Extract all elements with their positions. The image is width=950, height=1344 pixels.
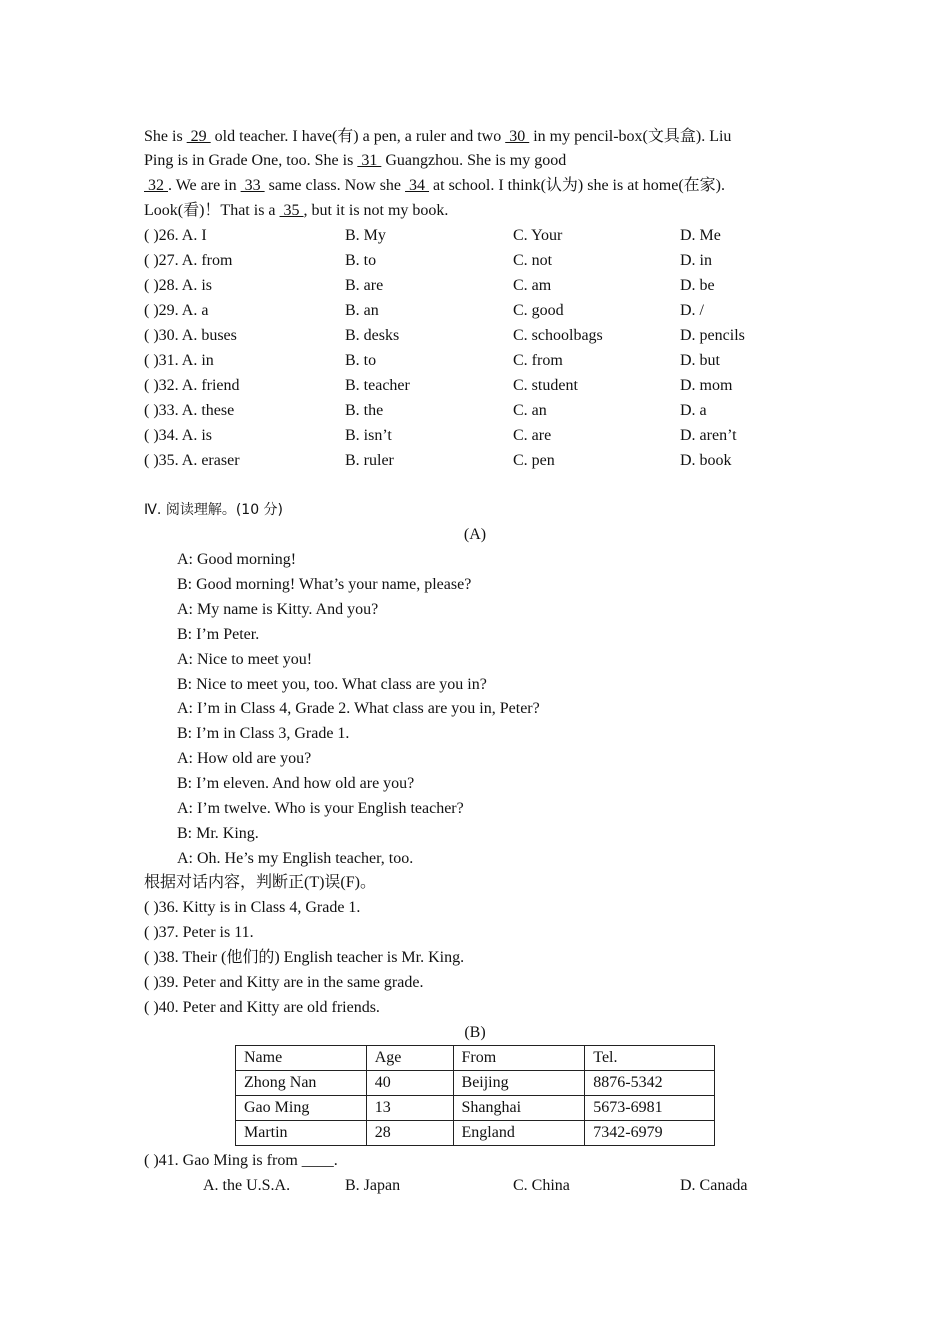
option-c: C. am [513,277,552,294]
text-fragment: . We are in [168,177,241,194]
option-d: D. aren’t [680,427,737,444]
text-fragment: Look(看)！That is a [144,202,280,219]
option-c: C. good [513,302,564,319]
option-d: D. in [680,252,712,269]
dialogue-line: B: Mr. King. [177,825,259,842]
table-row [236,1096,715,1121]
option-b: B. ruler [345,452,394,469]
option-c: C. student [513,377,578,394]
text-fragment: , but it is not my book. [303,202,449,219]
dialogue-line: B: I’m eleven. And how old are you? [177,775,415,792]
cloze-line-1 [144,125,808,149]
blank-30: 30 [505,128,530,145]
option-d: D. be [680,277,715,294]
question-41-stem: ( )41. Gao Ming is from ____. [144,1152,338,1169]
option-d: D. book [680,452,732,469]
text-fragment: same class. Now she [264,177,406,194]
question-stem: ( )29. A. a [144,302,209,319]
question-stem: ( )27. A. from [144,252,233,269]
option-d: D. mom [680,377,733,394]
option-b: B. isn’t [345,427,392,444]
text-fragment: Ping is in Grade One, too. She is [144,152,358,169]
option-c: C. from [513,352,563,369]
table-header-row [236,1046,715,1071]
table-cell: England [453,1121,585,1146]
option-b: B. the [345,402,384,419]
option-d: D. but [680,352,720,369]
question-stem: ( )30. A. buses [144,327,237,344]
option-d: D. a [680,402,707,419]
option-c: C. not [513,252,553,269]
table-cell: 8876-5342 [585,1071,715,1096]
blank-33: 33 [240,177,265,194]
table-cell: 40 [366,1071,453,1096]
option-c: C. China [513,1177,570,1194]
option-b: B. to [345,352,377,369]
question-stem: ( )33. A. these [144,402,235,419]
table-row [236,1071,715,1096]
text-fragment: at school. I think(认为) she is at home(在家). [429,177,725,194]
blank-32: 32 [144,177,168,194]
question-stem: ( )26. A. I [144,227,207,244]
tf-question: ( )37. Peter is 11. [144,924,254,941]
blank-29: 29 [186,128,211,145]
table-cell: 7342-6979 [585,1121,715,1146]
blank-34: 34 [405,177,430,194]
cloze-line-4 [144,199,448,223]
dialogue-line: A: I’m twelve. Who is your English teacher? [177,800,464,817]
question-stem: ( )31. A. in [144,352,214,369]
table-cell: Beijing [453,1071,585,1096]
tf-question: ( )40. Peter and Kitty are old friends. [144,999,380,1016]
text-fragment: Guangzhou. She is my good [381,152,567,169]
table-header-cell: Age [366,1046,453,1071]
dialogue-line: A: My name is Kitty. And you? [177,601,379,618]
option-b: B. Japan [345,1177,401,1194]
section-title: Ⅳ. 阅读理解。(10 分) [144,502,284,518]
option-c: C. are [513,427,552,444]
question-stem: ( )28. A. is [144,277,212,294]
tf-question: ( )39. Peter and Kitty are in the same grade. [144,974,424,991]
dialogue-line: A: Nice to meet you! [177,651,313,668]
blank-35: 35 [279,202,304,219]
table-header-cell: From [453,1046,585,1071]
table-cell: 5673-6981 [585,1096,715,1121]
option-d: D. pencils [680,327,745,344]
option-c: C. Your [513,227,563,244]
dialogue-line: A: Good morning! [177,551,297,568]
part-b-label: (B) [464,1024,486,1041]
cloze-line-2 [144,149,566,173]
dialogue-line: A: How old are you? [177,750,312,767]
text-fragment: in my pencil-box(文具盒). Liu [529,128,732,145]
tf-question: ( )36. Kitty is in Class 4, Grade 1. [144,899,361,916]
option-b: B. are [345,277,384,294]
question-stem: ( )35. A. eraser [144,452,240,469]
option-b: B. an [345,302,379,319]
dialogue-line: B: I’m in Class 3, Grade 1. [177,725,350,742]
option-a: A. the U.S.A. [203,1177,291,1194]
option-c: C. an [513,402,547,419]
blank-31: 31 [357,152,382,169]
part-a-label: (A) [463,526,487,543]
dialogue-line: A: I’m in Class 4, Grade 2. What class are you in, Peter? [177,700,540,717]
option-c: C. schoolbags [513,327,603,344]
question-stem: ( )32. A. friend [144,377,240,394]
question-stem: ( )34. A. is [144,427,212,444]
table-header-cell: Tel. [585,1046,715,1071]
text-fragment: She is [144,128,187,145]
option-d: D. Canada [680,1177,748,1194]
option-b: B. teacher [345,377,410,394]
table-header-cell: Name [236,1046,367,1071]
option-d: D. / [680,302,704,319]
table-cell: Martin [236,1121,367,1146]
option-d: D. Me [680,227,721,244]
option-b: B. to [345,252,377,269]
instruction-text: 根据对话内容，判断正(T)误(F)。 [144,874,376,891]
info-table [235,1045,715,1146]
option-b: B. desks [345,327,400,344]
table-cell: Shanghai [453,1096,585,1121]
text-fragment: old teacher. I have(有) a pen, a ruler and two [210,128,506,145]
cloze-line-3 [144,174,725,198]
table-cell: Zhong Nan [236,1071,367,1096]
table-cell: 13 [366,1096,453,1121]
option-b: B. My [345,227,386,244]
table-row [236,1121,715,1146]
option-c: C. pen [513,452,555,469]
table-cell: Gao Ming [236,1096,367,1121]
tf-question: ( )38. Their (他们的) English teacher is Mr. King. [144,949,465,966]
table-cell: 28 [366,1121,453,1146]
dialogue-line: A: Oh. He’s my English teacher, too. [177,850,414,867]
dialogue-line: B: Nice to meet you, too. What class are you in? [177,676,487,693]
dialogue-line: B: Good morning! What’s your name, please? [177,576,472,593]
dialogue-line: B: I’m Peter. [177,626,260,643]
